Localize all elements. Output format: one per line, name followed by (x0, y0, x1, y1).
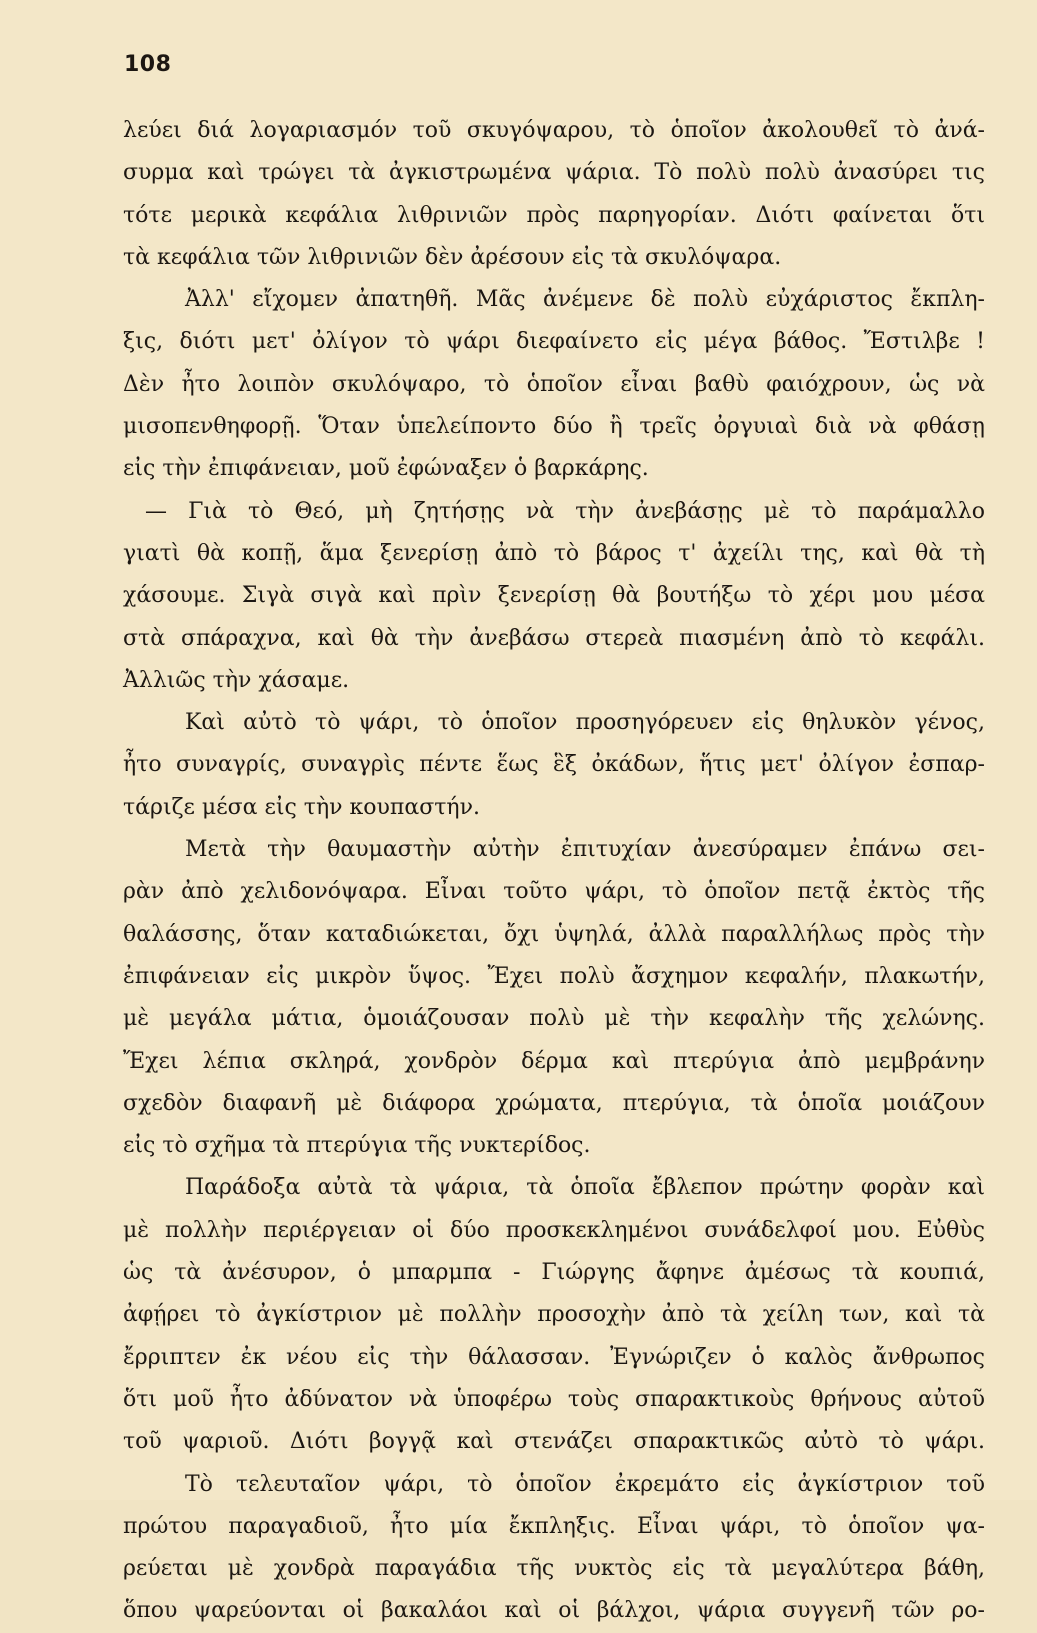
text-line: Μετὰ τὴν θαυμαστὴν αὐτὴν ἐπιτυχίαν ἀνεσύραμεν ἐπάνω σει- (185, 837, 985, 863)
text-line: σχεδὸν διαφανῆ μὲ διάφορα χρώματα, πτερύγια, τὰ ὁποῖα μοιάζουν (123, 1090, 985, 1116)
text-line: στὰ σπάραχνα, καὶ θὰ τὴν ἀνεβάσω στερεὰ πιασμένη ἀπὸ τὸ κεφάλι. (123, 625, 985, 651)
text-line: Ἔχει λέπια σκληρά, χονδρὸν δέρμα καὶ πτερύγια ἀπὸ μεμβράνην (123, 1048, 985, 1074)
text-line: θαλάσσης, ὅταν καταδιώκεται, ὄχι ὑψηλά, ἀλλὰ παραλλήλως πρὸς τὴν (123, 921, 985, 947)
text-line: Τὸ τελευταῖον ψάρι, τὸ ὁποῖον ἐκρεμάτο εἰς ἀγκίστριον τοῦ (185, 1471, 985, 1497)
text-line: — Γιὰ τὸ Θεό, μὴ ζητήσῃς νὰ τὴν ἀνεβάσῃς μὲ τὸ παράμαλλο (145, 498, 985, 524)
text-line: τὰ κεφάλια τῶν λιθρινιῶν δὲν ἀρέσουν εἰς τὰ σκυλόψαρα. (123, 244, 782, 270)
text-line: ξις, διότι μετ' ὀλίγον τὸ ψάρι διεφαίνετο εἰς μέγα βάθος. Ἔστιλβε ! (123, 329, 985, 355)
page-body-text (123, 110, 985, 1633)
text-line: πρώτου παραγαδιοῦ, ἦτο μία ἔκπληξις. Εἶναι ψάρι, τὸ ὁποῖον ψα- (123, 1513, 985, 1539)
text-line: Καὶ αὐτὸ τὸ ψάρι, τὸ ὁποῖον προσηγόρευεν εἰς θηλυκὸν γένος, (185, 710, 985, 736)
text-line: τότε μερικὰ κεφάλια λιθρινιῶν πρὸς παρηγορίαν. Διότι φαίνεται ὅτι (123, 202, 985, 228)
text-line: ρεύεται μὲ χονδρὰ παραγάδια τῆς νυκτὸς εἰς τὰ μεγαλύτερα βάθη, (123, 1556, 985, 1582)
page-number: 108 (124, 52, 172, 77)
text-line: ἦτο συναγρίς, συναγρὶς πέντε ἕως ἓξ ὀκάδων, ἥτις μετ' ὀλίγον ἐσπαρ- (123, 752, 985, 778)
text-line: γιατὶ θὰ κοπῇ, ἅμα ξενερίσῃ ἀπὸ τὸ βάρος τ' ἀχείλι της, καὶ θὰ τὴ (123, 540, 985, 566)
text-line: συρμα καὶ τρώγει τὰ ἀγκιστρωμένα ψάρια. Τὸ πολὺ πολὺ ἀνασύρει τις (123, 160, 985, 186)
text-line: λεύει διά λογαριασμόν τοῦ σκυγόψαρου, τὸ ὁποῖον ἀκολουθεῖ τὸ ἀνά- (123, 118, 985, 143)
text-line: ὅτι μοῦ ἦτο ἀδύνατον νὰ ὑποφέρω τοὺς σπαρακτικοὺς θρήνους αὐτοῦ (123, 1386, 985, 1412)
text-line: τάριζε μέσα εἰς τὴν κουπαστήν. (123, 794, 480, 820)
text-line: ἐπιφάνειαν εἰς μικρὸν ὕψος. Ἔχει πολὺ ἄσχημον κεφαλήν, πλακωτήν, (123, 963, 985, 989)
text-line: μὲ πολλὴν περιέργειαν οἱ δύο προσκεκλημένοι συνάδελφοί μου. Εὐθὺς (123, 1217, 985, 1243)
text-line: ὡς τὰ ἀνέσυρον, ὁ μπαρμπα - Γιώργης ἄφηνε ἀμέσως τὰ κουπιά, (123, 1260, 985, 1286)
text-line: Ἀλλ' εἴχομεν ἀπατηθῆ. Μᾶς ἀνέμενε δὲ πολὺ εὐχάριστος ἔκπλη- (185, 287, 985, 313)
text-line: χάσουμε. Σιγὰ σιγὰ καὶ πρὶν ξενερίσῃ θὰ βουτήξω τὸ χέρι μου μέσα (123, 583, 985, 609)
text-line: Ἀλλιῶς τὴν χάσαμε. (123, 667, 350, 693)
text-line: εἰς τὸ σχῆμα τὰ πτερύγια τῆς νυκτερίδος. (123, 1133, 591, 1159)
text-line: τοῦ ψαριοῦ. Διότι βογγᾷ καὶ στενάζει σπαρακτικῶς αὐτὸ τὸ ψάρι. (123, 1429, 985, 1455)
text-line: Δὲν ἦτο λοιπὸν σκυλόψαρο, τὸ ὁποῖον εἶναι βαθὺ φαιόχρουν, ὡς νὰ (123, 371, 985, 397)
text-line: μισοπενθηφορῇ. Ὅταν ὑπελείποντο δύο ἢ τρεῖς ὀργυιαὶ διὰ νὰ φθάσῃ (123, 414, 985, 440)
text-line: ἔρριπτεν ἐκ νέου εἰς τὴν θάλασσαν. Ἐγνώριζεν ὁ καλὸς ἄνθρωπος (123, 1344, 985, 1370)
text-line: ὅπου ψαρεύονται οἱ βακαλάοι καὶ οἱ βάλχοι, ψάρια συγγενῆ τῶν ρο- (123, 1598, 985, 1624)
text-line: μὲ μεγάλα μάτια, ὁμοιάζουσαν πολὺ μὲ τὴν κεφαλὴν τῆς χελώνης. (123, 1006, 985, 1032)
text-line: ἀφῄρει τὸ ἀγκίστριον μὲ πολλὴν προσοχὴν ἀπὸ τὰ χείλη των, καὶ τὰ (123, 1302, 985, 1328)
text-line: ρὰν ἀπὸ χελιδονόψαρα. Εἶναι τοῦτο ψάρι, τὸ ὁποῖον πετᾷ ἐκτὸς τῆς (123, 879, 985, 905)
text-line: εἰς τὴν ἐπιφάνειαν, μοῦ ἐφώναξεν ὁ βαρκάρης. (123, 456, 649, 482)
text-line: Παράδοξα αὐτὰ τὰ ψάρια, τὰ ὁποῖα ἔβλεπον πρώτην φορὰν καὶ (185, 1175, 985, 1201)
